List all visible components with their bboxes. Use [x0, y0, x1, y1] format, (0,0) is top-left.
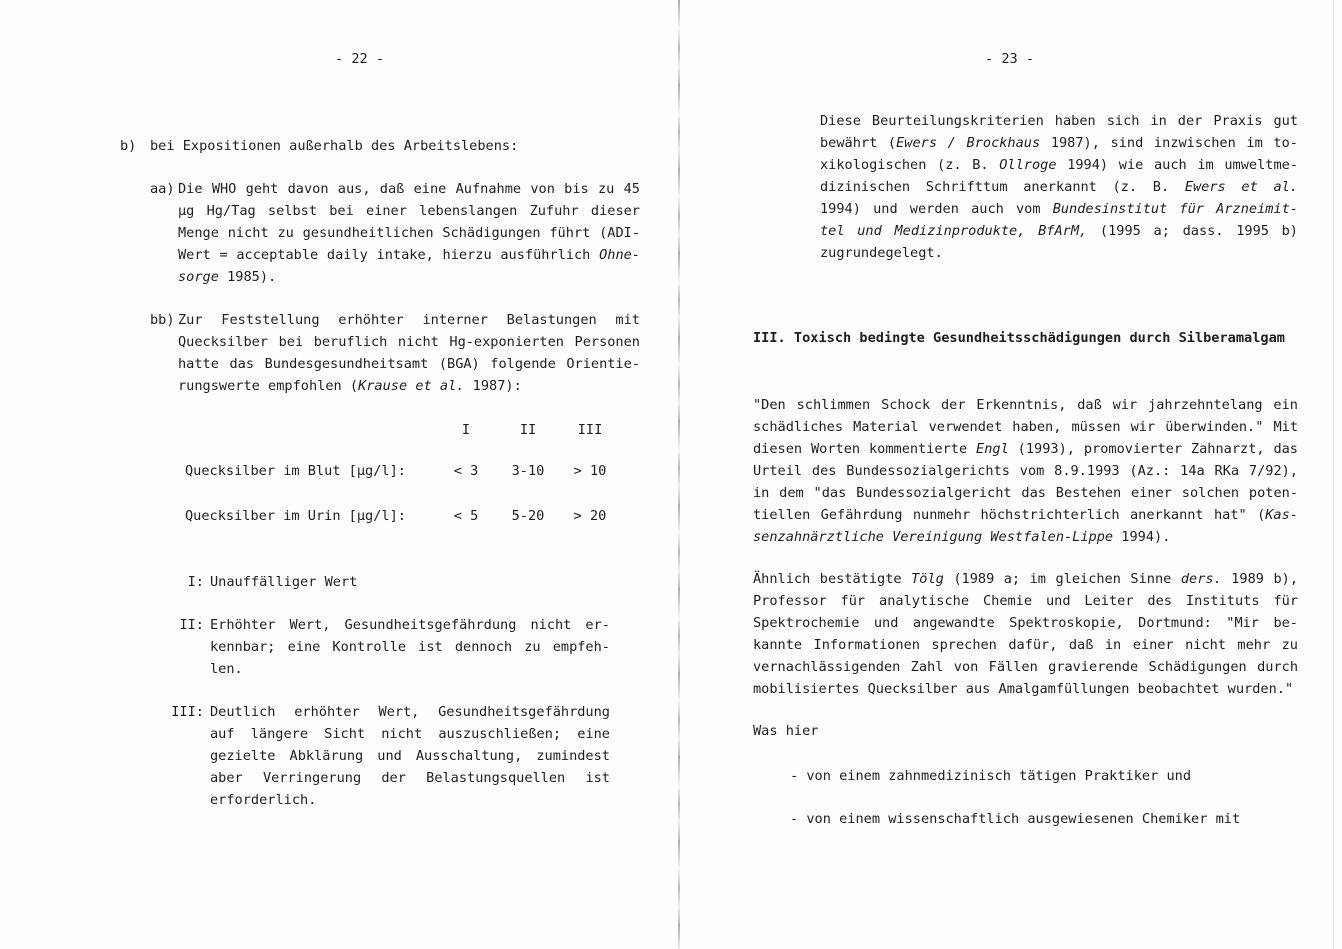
left-page	[120, 135, 640, 811]
bullet-item-chemist: - von einem wissenschaftlich ausgewiesenen Chemiker mit	[790, 811, 1241, 827]
definition-i-text: Unauffälliger Wert	[210, 574, 358, 590]
para-bsg-quote: "Den schlimmen Schock der Erkenntnis, daß wir jahrzehntelang ein schädliches Material verwendet haben, müssen wir überwinden." Mit diesen Worten kommentierte Engl (1993), promovierter Zahnarzt, das Urteil des Bundessozialgerichts vom 8.9.1993 (Az.: 14a RKa 7/92), in dem "das Bundessozialgericht das Bestehen einer solchen poten- tiellen Gefährdung nunmehr höchstrichterlich anerkannt hat" (Kas- senzahnärztliche Vereinigung Westfalen-Lippe 1994).	[753, 397, 1298, 545]
definition-i	[120, 571, 610, 593]
page-number-right: - 23 -	[985, 51, 1035, 67]
definition-ii-text: Erhöhter Wert, Gesundheitsgefährdung nicht er- kennbar; eine Kontrolle ist dennoch zu empfeh- len.	[210, 617, 610, 677]
value-definitions	[120, 571, 640, 811]
table-cell: > 10	[573, 463, 607, 479]
table-col-ii: II	[519, 422, 537, 438]
item-b-text: bei Expositionen außerhalb des Arbeitslebens:	[150, 138, 519, 154]
para-toelg-quote: Ähnlich bestätigte Tölg (1989 a; im gleichen Sinne ders. 1989 b), Professor für analytische Chemie und Leiter des Instituts für Spektrochemie und angewandte Spektroskopie, Dortmund: "Mir be- kannte Informationen sprechen dafür, daß in einer nicht mehr zu vernachlässigenden Zahl von Fällen gravierende Schädigungen durch mobilisiertes Quecksilber aus Amalgamfüllungen beobachtet wurden."	[753, 571, 1299, 697]
item-aa	[150, 178, 640, 288]
definition-ii	[120, 614, 610, 680]
table-cell: < 5	[453, 508, 479, 524]
page-number-left: - 22 -	[335, 51, 385, 67]
table-row-label: Quecksilber im Blut [µg/l]:	[185, 463, 406, 479]
table-row-urine	[120, 505, 640, 527]
section-heading: III. Toxisch bedingte Gesundheitsschädigungen durch Silberamalgam	[753, 330, 1285, 346]
table-cell: 5-20	[511, 508, 545, 524]
table-cell: < 3	[453, 463, 479, 479]
table-row-label: Quecksilber im Urin [µg/l]:	[185, 508, 406, 524]
item-aa-label: aa)	[150, 181, 175, 197]
item-bb-label: bb)	[150, 312, 175, 328]
definition-ii-label: II:	[179, 617, 204, 633]
paper-edge-line	[1333, 0, 1334, 949]
item-bb-body: Zur Feststellung erhöhter interner Belastungen mit Quecksilber bei beruflich nicht Hg-exponierten Personen hatte das Bundesgesundheitsamt (BGA) folgende Orientie- rungswerte empfohlen (Krause et al. 1987):	[178, 312, 640, 394]
para-criteria: Diese Beurteilungskriterien haben sich in der Praxis gut bewährt (Ewers / Brockhaus 1987), sind inzwischen im to- xikologischen (z. B. Ollroge 1994) wie auch im umweltme- dizinischen Schrifttum anerkannt (z. B. Ewers et al. 1994) und werden auch vom Bundesinstitut für Arzneimit- tel und Medizinprodukte, BfArM, (1995 a; dass. 1995 b) zugrundegelegt.	[820, 113, 1298, 261]
page-gutter-fold-line	[678, 0, 680, 949]
definition-iii	[120, 701, 610, 811]
definition-i-label: I:	[187, 574, 204, 590]
orientation-values-table	[120, 419, 640, 527]
item-b	[120, 135, 640, 157]
definition-iii-text: Deutlich erhöhter Wert, Gesundheitsgefährdung auf längere Sicht nicht auszuschließen; eine gezielte Abklärung und Ausschaltung, zumindest aber Verringerung der Belastungsquellen ist erforderlich.	[210, 704, 610, 808]
table-header-row	[120, 419, 640, 441]
bullet-item-practitioner: - von einem zahnmedizinisch tätigen Praktiker und	[790, 768, 1192, 784]
item-bb	[150, 309, 640, 397]
item-b-label: b)	[120, 138, 137, 154]
definition-iii-label: III:	[171, 704, 204, 720]
right-page	[753, 110, 1298, 830]
table-row-blood	[120, 460, 640, 482]
item-aa-body: Die WHO geht davon aus, daß eine Aufnahme von bis zu 45 µg Hg/Tag selbst bei einer lebenslangen Zufuhr dieser Menge nicht zu gesundheitlichen Schädigungen führt (ADI- Wert = acceptable daily intake, hierzu ausführlich Ohne- sorge 1985).	[178, 181, 640, 285]
table-cell: 3-10	[511, 463, 545, 479]
para-was-hier: Was hier	[753, 723, 819, 739]
table-header-spacer	[185, 419, 435, 441]
table-cell: > 20	[573, 508, 607, 524]
table-col-iii: III	[577, 422, 603, 438]
table-col-i: I	[461, 422, 471, 438]
